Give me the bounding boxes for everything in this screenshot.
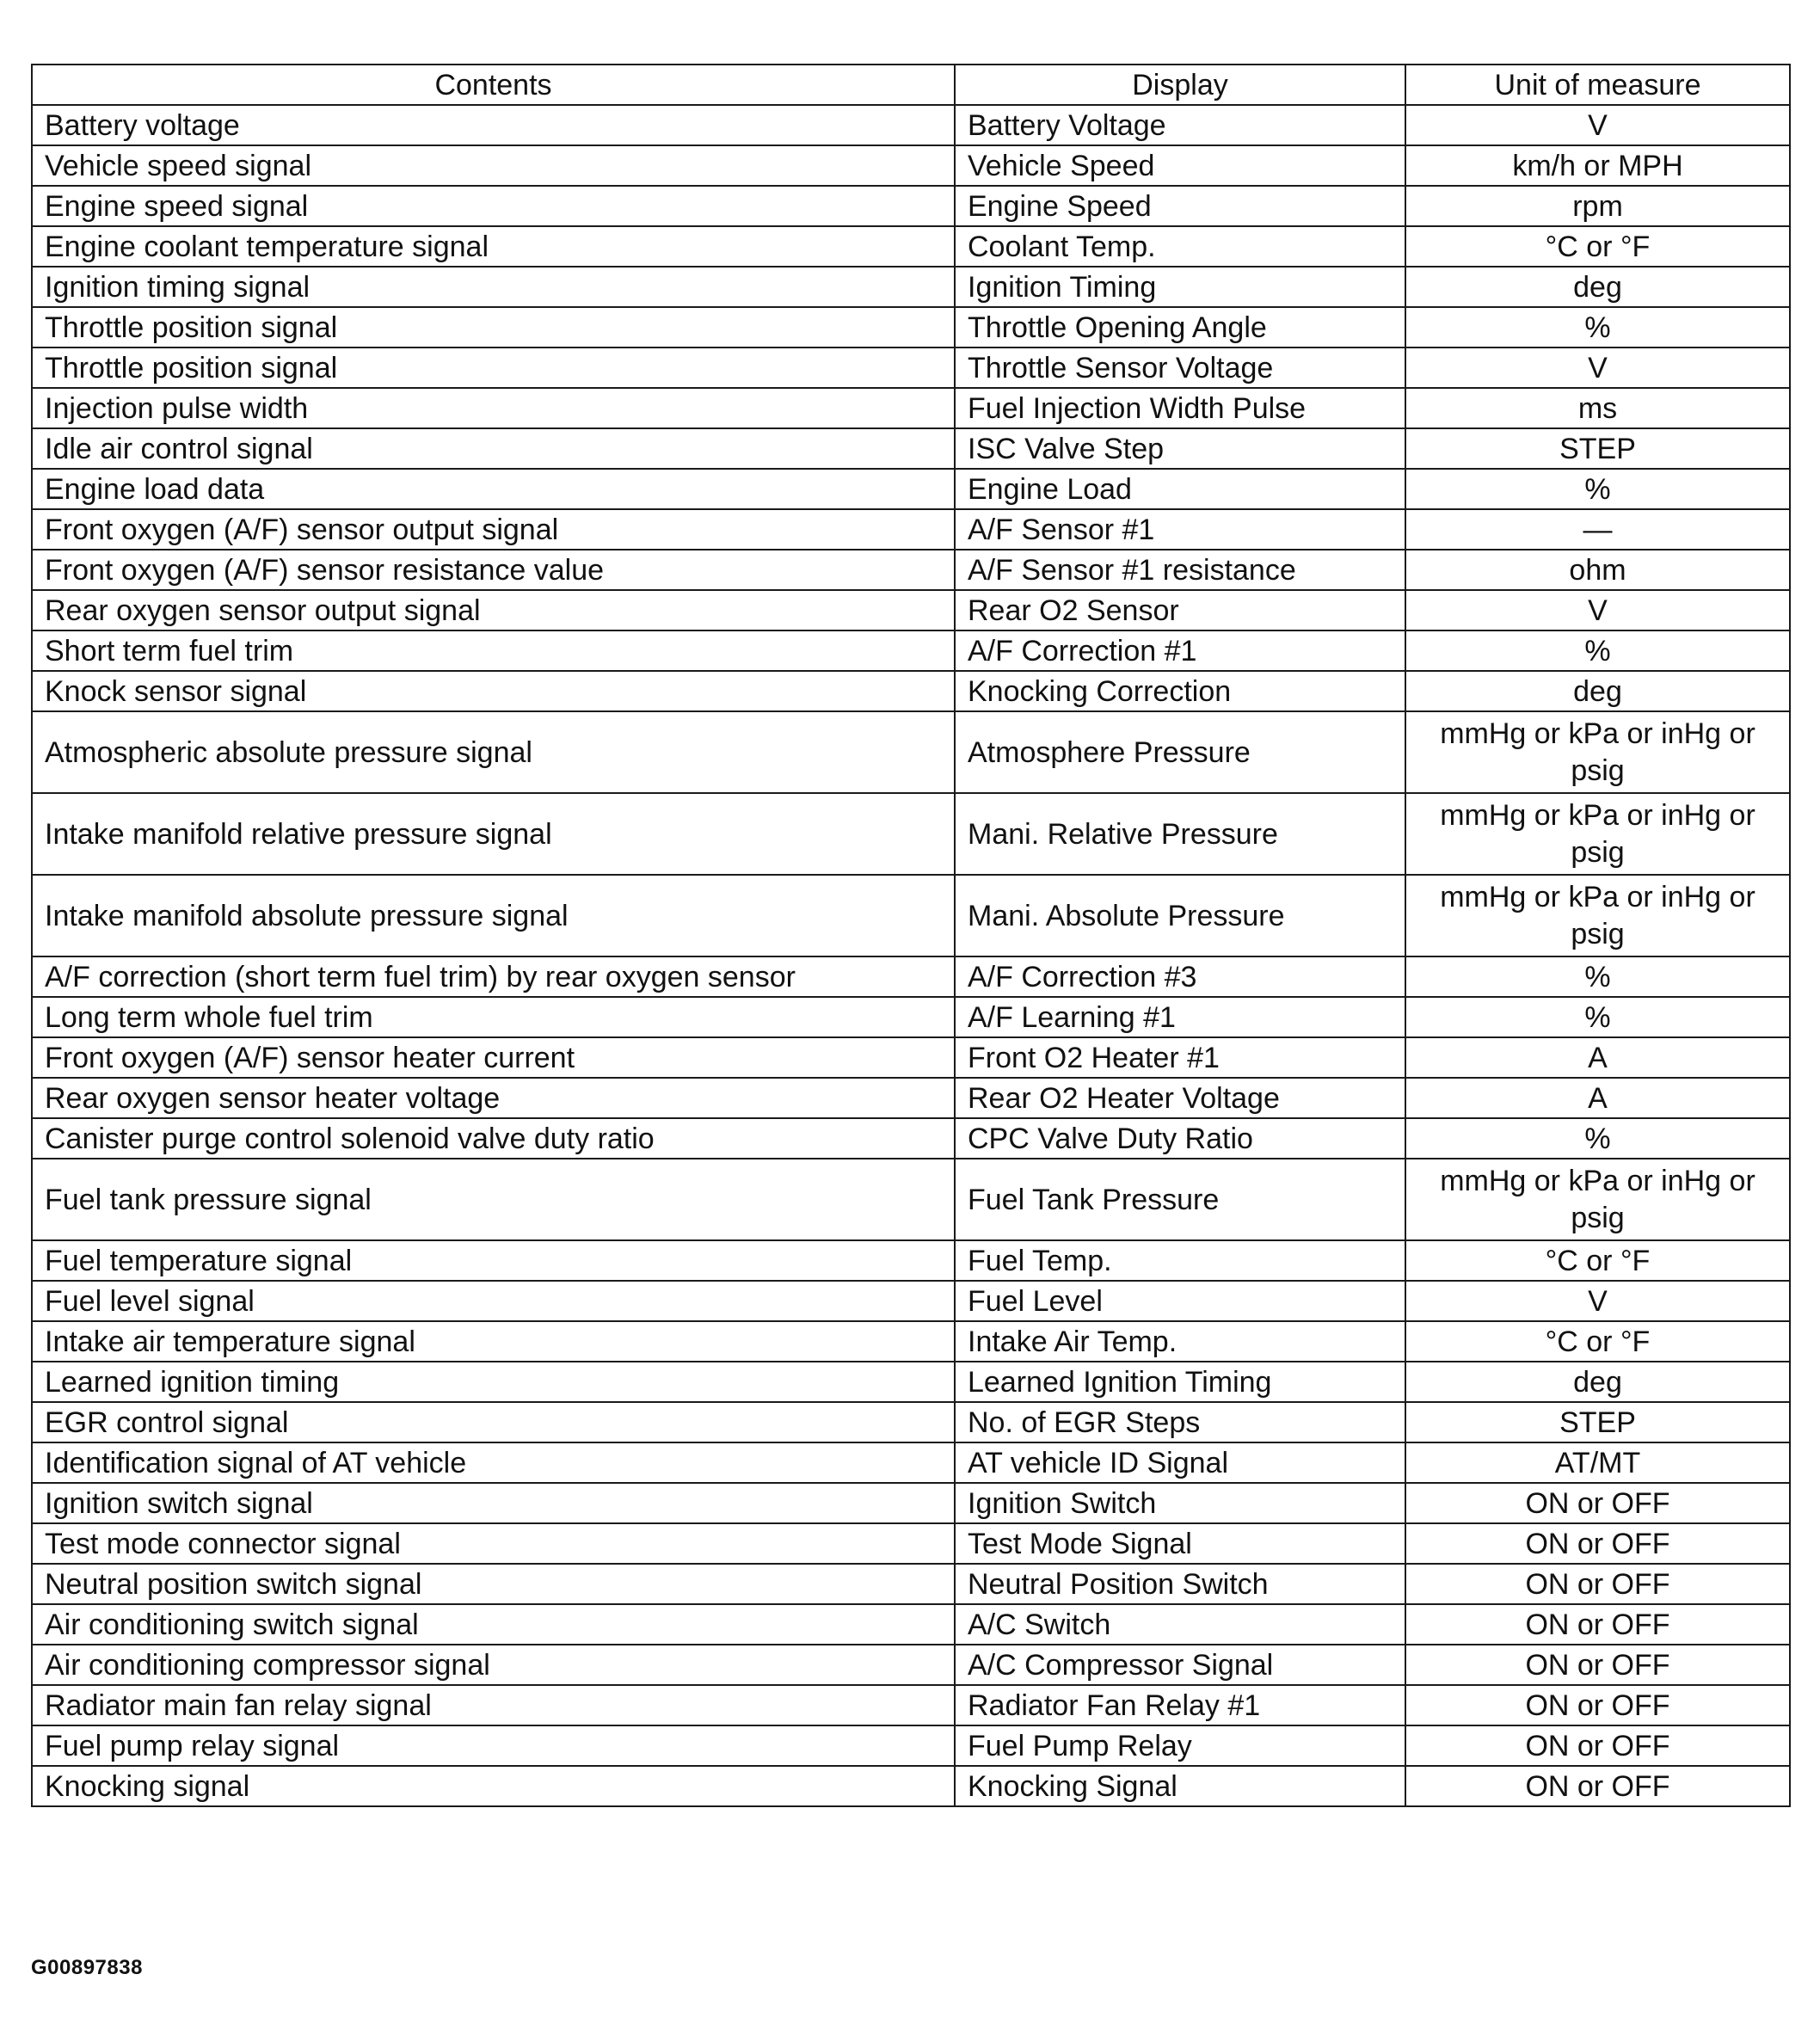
cell-display: Test Mode Signal: [955, 1523, 1405, 1564]
table-row: [32, 1483, 1790, 1523]
cell-contents: Canister purge control solenoid valve duty ratio: [32, 1118, 955, 1159]
cell-display: Atmosphere Pressure: [955, 711, 1405, 793]
cell-unit: mmHg or kPa or inHg or psig: [1405, 875, 1790, 956]
table-row: [32, 1037, 1790, 1078]
cell-unit: ON or OFF: [1405, 1766, 1790, 1806]
table-row: [32, 997, 1790, 1037]
table-row: [32, 348, 1790, 388]
cell-unit: °C or °F: [1405, 1321, 1790, 1362]
table-row: [32, 956, 1790, 997]
cell-unit: ON or OFF: [1405, 1645, 1790, 1685]
cell-contents: Radiator main fan relay signal: [32, 1685, 955, 1725]
cell-contents: Intake air temperature signal: [32, 1321, 955, 1362]
cell-unit: %: [1405, 469, 1790, 509]
cell-unit: mmHg or kPa or inHg or psig: [1405, 1159, 1790, 1240]
cell-display: A/F Sensor #1 resistance: [955, 550, 1405, 590]
cell-unit: °C or °F: [1405, 1240, 1790, 1281]
cell-unit: ms: [1405, 388, 1790, 428]
cell-contents: Engine coolant temperature signal: [32, 226, 955, 267]
table-row: [32, 1078, 1790, 1118]
cell-display: Fuel Tank Pressure: [955, 1159, 1405, 1240]
cell-unit: ON or OFF: [1405, 1523, 1790, 1564]
cell-contents: Air conditioning switch signal: [32, 1604, 955, 1645]
cell-contents: Ignition switch signal: [32, 1483, 955, 1523]
table-row: [32, 1159, 1790, 1240]
cell-contents: Identification signal of AT vehicle: [32, 1442, 955, 1483]
cell-display: Intake Air Temp.: [955, 1321, 1405, 1362]
cell-display: Battery Voltage: [955, 105, 1405, 145]
cell-unit: V: [1405, 1281, 1790, 1321]
cell-display: Rear O2 Heater Voltage: [955, 1078, 1405, 1118]
cell-display: Radiator Fan Relay #1: [955, 1685, 1405, 1725]
cell-contents: Rear oxygen sensor output signal: [32, 590, 955, 630]
table-row: [32, 105, 1790, 145]
cell-contents: Vehicle speed signal: [32, 145, 955, 186]
cell-unit: %: [1405, 307, 1790, 348]
cell-contents: Throttle position signal: [32, 348, 955, 388]
cell-contents: Rear oxygen sensor heater voltage: [32, 1078, 955, 1118]
cell-display: Fuel Temp.: [955, 1240, 1405, 1281]
table-header-row: [32, 65, 1790, 105]
cell-contents: Intake manifold relative pressure signal: [32, 793, 955, 875]
cell-display: Neutral Position Switch: [955, 1564, 1405, 1604]
cell-display: Knocking Signal: [955, 1766, 1405, 1806]
cell-unit: STEP: [1405, 1402, 1790, 1442]
figure-id-label: G00897838: [31, 1956, 143, 1979]
cell-unit: mmHg or kPa or inHg or psig: [1405, 793, 1790, 875]
cell-contents: Front oxygen (A/F) sensor resistance value: [32, 550, 955, 590]
table-row: [32, 1118, 1790, 1159]
cell-contents: EGR control signal: [32, 1402, 955, 1442]
table-row: [32, 1281, 1790, 1321]
table-row: [32, 671, 1790, 711]
cell-contents: A/F correction (short term fuel trim) by rear oxygen sensor: [32, 956, 955, 997]
table-row: [32, 388, 1790, 428]
cell-display: Throttle Opening Angle: [955, 307, 1405, 348]
cell-contents: Short term fuel trim: [32, 630, 955, 671]
table-row: [32, 145, 1790, 186]
cell-display: Learned Ignition Timing: [955, 1362, 1405, 1402]
cell-display: Ignition Switch: [955, 1483, 1405, 1523]
cell-contents: Idle air control signal: [32, 428, 955, 469]
cell-unit: ON or OFF: [1405, 1564, 1790, 1604]
cell-contents: Front oxygen (A/F) sensor heater current: [32, 1037, 955, 1078]
cell-contents: Intake manifold absolute pressure signal: [32, 875, 955, 956]
cell-display: Rear O2 Sensor: [955, 590, 1405, 630]
cell-unit: deg: [1405, 671, 1790, 711]
cell-unit: mmHg or kPa or inHg or psig: [1405, 711, 1790, 793]
cell-contents: Test mode connector signal: [32, 1523, 955, 1564]
cell-contents: Fuel pump relay signal: [32, 1725, 955, 1766]
cell-display: No. of EGR Steps: [955, 1402, 1405, 1442]
cell-display: Knocking Correction: [955, 671, 1405, 711]
data-table-sheet: [31, 64, 1789, 1807]
cell-unit: A: [1405, 1037, 1790, 1078]
cell-contents: Atmospheric absolute pressure signal: [32, 711, 955, 793]
cell-contents: Knock sensor signal: [32, 671, 955, 711]
cell-display: Fuel Level: [955, 1281, 1405, 1321]
cell-unit: ohm: [1405, 550, 1790, 590]
cell-unit: deg: [1405, 267, 1790, 307]
table-row: [32, 550, 1790, 590]
table-row: [32, 307, 1790, 348]
table-row: [32, 469, 1790, 509]
cell-contents: Injection pulse width: [32, 388, 955, 428]
cell-unit: —: [1405, 509, 1790, 550]
cell-display: Mani. Absolute Pressure: [955, 875, 1405, 956]
cell-display: ISC Valve Step: [955, 428, 1405, 469]
cell-display: CPC Valve Duty Ratio: [955, 1118, 1405, 1159]
cell-unit: %: [1405, 956, 1790, 997]
table-row: [32, 1523, 1790, 1564]
cell-display: Front O2 Heater #1: [955, 1037, 1405, 1078]
table-row: [32, 509, 1790, 550]
cell-unit: V: [1405, 348, 1790, 388]
table-row: [32, 1564, 1790, 1604]
cell-display: A/F Learning #1: [955, 997, 1405, 1037]
table-row: [32, 1402, 1790, 1442]
cell-contents: Fuel temperature signal: [32, 1240, 955, 1281]
cell-display: Fuel Injection Width Pulse: [955, 388, 1405, 428]
cell-display: Engine Load: [955, 469, 1405, 509]
table-row: [32, 590, 1790, 630]
cell-display: A/F Correction #1: [955, 630, 1405, 671]
table-body: [32, 105, 1790, 1806]
cell-unit: V: [1405, 590, 1790, 630]
cell-unit: V: [1405, 105, 1790, 145]
table-row: [32, 630, 1790, 671]
cell-unit: °C or °F: [1405, 226, 1790, 267]
cell-display: A/F Correction #3: [955, 956, 1405, 997]
cell-display: Mani. Relative Pressure: [955, 793, 1405, 875]
cell-display: Throttle Sensor Voltage: [955, 348, 1405, 388]
cell-contents: Engine load data: [32, 469, 955, 509]
cell-contents: Knocking signal: [32, 1766, 955, 1806]
cell-unit: ON or OFF: [1405, 1685, 1790, 1725]
table-row: [32, 1240, 1790, 1281]
header-unit-of-measure: Unit of measure: [1405, 65, 1790, 105]
cell-unit: A: [1405, 1078, 1790, 1118]
cell-contents: Learned ignition timing: [32, 1362, 955, 1402]
cell-unit: AT/MT: [1405, 1442, 1790, 1483]
table-row: [32, 1362, 1790, 1402]
cell-unit: %: [1405, 630, 1790, 671]
table-row: [32, 267, 1790, 307]
table-row: [32, 428, 1790, 469]
cell-contents: Battery voltage: [32, 105, 955, 145]
cell-display: AT vehicle ID Signal: [955, 1442, 1405, 1483]
header-contents: Contents: [32, 65, 955, 105]
cell-display: A/C Compressor Signal: [955, 1645, 1405, 1685]
table-row: [32, 1725, 1790, 1766]
table-row: [32, 1645, 1790, 1685]
cell-display: A/F Sensor #1: [955, 509, 1405, 550]
cell-contents: Engine speed signal: [32, 186, 955, 226]
cell-display: Fuel Pump Relay: [955, 1725, 1405, 1766]
table-row: [32, 875, 1790, 956]
table-row: [32, 186, 1790, 226]
table-row: [32, 1442, 1790, 1483]
cell-contents: Ignition timing signal: [32, 267, 955, 307]
cell-unit: %: [1405, 997, 1790, 1037]
cell-unit: STEP: [1405, 428, 1790, 469]
cell-display: A/C Switch: [955, 1604, 1405, 1645]
cell-contents: Long term whole fuel trim: [32, 997, 955, 1037]
header-display: Display: [955, 65, 1405, 105]
cell-unit: %: [1405, 1118, 1790, 1159]
table-row: [32, 711, 1790, 793]
cell-display: Ignition Timing: [955, 267, 1405, 307]
cell-contents: Fuel level signal: [32, 1281, 955, 1321]
cell-unit: ON or OFF: [1405, 1725, 1790, 1766]
cell-unit: ON or OFF: [1405, 1483, 1790, 1523]
table-row: [32, 1604, 1790, 1645]
cell-unit: deg: [1405, 1362, 1790, 1402]
table-row: [32, 793, 1790, 875]
table-row: [32, 1766, 1790, 1806]
table-row: [32, 226, 1790, 267]
cell-display: Vehicle Speed: [955, 145, 1405, 186]
cell-contents: Neutral position switch signal: [32, 1564, 955, 1604]
cell-contents: Front oxygen (A/F) sensor output signal: [32, 509, 955, 550]
cell-display: Coolant Temp.: [955, 226, 1405, 267]
cell-contents: Fuel tank pressure signal: [32, 1159, 955, 1240]
cell-contents: Throttle position signal: [32, 307, 955, 348]
table-row: [32, 1685, 1790, 1725]
table-row: [32, 1321, 1790, 1362]
sensor-display-table: [31, 64, 1791, 1807]
cell-unit: ON or OFF: [1405, 1604, 1790, 1645]
cell-unit: km/h or MPH: [1405, 145, 1790, 186]
cell-contents: Air conditioning compressor signal: [32, 1645, 955, 1685]
cell-unit: rpm: [1405, 186, 1790, 226]
cell-display: Engine Speed: [955, 186, 1405, 226]
